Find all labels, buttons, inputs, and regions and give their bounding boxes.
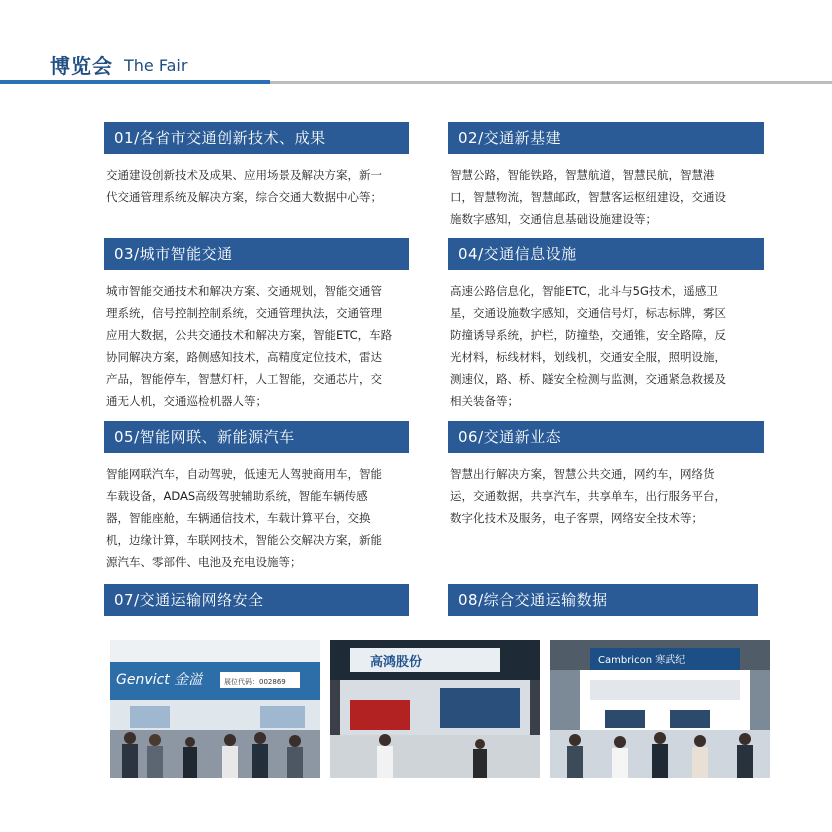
section-line: 城市智能交通技术和解决方案、交通规划，智能交通管 <box>106 284 382 298</box>
section-body <box>106 463 382 573</box>
section-heading: 06/交通新业态 <box>448 421 764 453</box>
section-heading: 05/智能网联、新能源汽车 <box>104 421 409 453</box>
section-heading: 03/城市智能交通 <box>104 238 409 270</box>
booth-code: 展位代码：002869 <box>224 678 286 686</box>
section-06 <box>448 421 768 541</box>
page-header <box>0 0 832 90</box>
section-line: 施数字感知，交通信息基础设施建设等； <box>450 212 657 226</box>
section-line: 星，交通设施数字感知，交通信号灯，标志标牌，雾区 <box>450 306 726 320</box>
section-04 <box>448 238 768 413</box>
section-body <box>450 463 726 529</box>
section-line: 协同解决方案，路侧感知技术，高精度定位技术，雷达 <box>106 350 382 364</box>
section-heading: 04/交通信息设施 <box>448 238 764 270</box>
section-line: 源汽车、零部件、电池及充电设施等； <box>106 555 302 569</box>
section-line: 通无人机，交通巡检机器人等； <box>106 394 267 408</box>
booth-sign: Genvict 金溢 <box>116 672 203 688</box>
section-line: 相关装备等； <box>450 394 519 408</box>
section-03 <box>104 238 414 413</box>
section-heading: 08/综合交通运输数据 <box>448 584 758 616</box>
section-01 <box>104 122 414 212</box>
section-02 <box>448 122 768 232</box>
section-heading: 07/交通运输网络安全 <box>104 584 409 616</box>
header-rule <box>270 81 832 84</box>
section-line: 机，边缘计算，车联网技术，智能公交解决方案，新能 <box>106 533 382 547</box>
section-line: 产品，智能停车，智慧灯杆，人工智能，交通芯片，交 <box>106 372 382 386</box>
section-line: 高速公路信息化，智能ETC，北斗与5G技术，遥感卫 <box>450 284 718 298</box>
section-heading: 01/各省市交通创新技术、成果 <box>104 122 409 154</box>
header-rule-accent <box>0 80 270 84</box>
section-body <box>106 164 382 208</box>
section-body <box>450 280 726 412</box>
booth-sign: 高鸿股份 <box>370 655 423 670</box>
exhibition-photo-gaohong <box>330 640 540 778</box>
section-05 <box>104 421 414 581</box>
section-line: 防撞诱导系统，护栏，防撞垫，交通锥，安全路障，反 <box>450 328 726 342</box>
section-line: 智慧出行解决方案，智慧公共交通，网约车，网络货 <box>450 467 715 481</box>
section-line: 口，智慧物流，智慧邮政，智慧客运枢纽建设，交通设 <box>450 190 726 204</box>
exhibition-photo-cambricon <box>550 640 770 778</box>
section-line: 智能网联汽车，自动驾驶，低速无人驾驶商用车，智能 <box>106 467 382 481</box>
exhibition-photo-genvict <box>110 640 320 778</box>
page-subtitle: The Fair <box>124 56 188 75</box>
section-07 <box>104 584 414 616</box>
page-title: 博览会 <box>50 54 113 78</box>
section-line: 理系统，信号控制控制系统，交通管理执法，交通管理 <box>106 306 382 320</box>
photo-strip <box>110 640 770 778</box>
section-line: 应用大数据，公共交通技术和解决方案，智能ETC，车路 <box>106 328 393 342</box>
section-line: 车载设备，ADAS高级驾驶辅助系统，智能车辆传感 <box>106 489 368 503</box>
section-line: 交通建设创新技术及成果、应用场景及解决方案，新一 <box>106 168 382 182</box>
section-08 <box>448 584 768 616</box>
section-line: 光材料，标线材料，划线机，交通安全服，照明设施， <box>450 350 726 364</box>
section-line: 器，智能座舱，车辆通信技术，车载计算平台，交换 <box>106 511 371 525</box>
section-body <box>450 164 726 230</box>
section-line: 智慧公路，智能铁路，智慧航道，智慧民航，智慧港 <box>450 168 715 182</box>
section-body <box>106 280 392 412</box>
section-line: 数字化技术及服务，电子客票，网络安全技术等； <box>450 511 703 525</box>
section-line: 运，交通数据，共享汽车，共享单车，出行服务平台， <box>450 489 726 503</box>
section-heading: 02/交通新基建 <box>448 122 764 154</box>
booth-sign: Cambricon 寒武纪 <box>598 655 686 666</box>
section-line: 代交通管理系统及解决方案，综合交通大数据中心等； <box>106 190 382 204</box>
section-line: 测速仪，路、桥、隧安全检测与监测，交通紧急救援及 <box>450 372 726 386</box>
